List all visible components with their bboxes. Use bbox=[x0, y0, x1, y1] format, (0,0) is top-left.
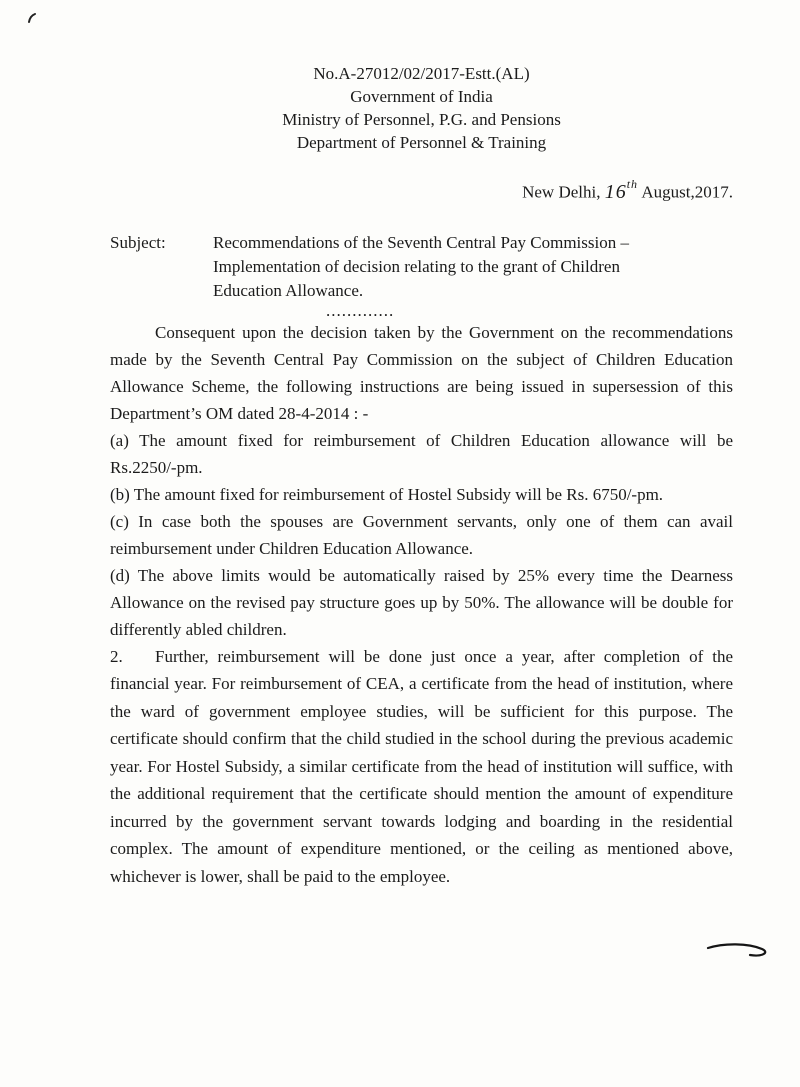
place-text: New Delhi, bbox=[522, 182, 605, 202]
paragraph-2-number: 2. bbox=[110, 646, 123, 666]
subject-text: Recommendations of the Seventh Central Pay Commission – Implementation of decision relating to the grant of Children Education Allowance. bbox=[213, 232, 629, 300]
clause-c: (c) In case both the spouses are Government servants, only one of them can avail reimbursement under Children Education Allowance. bbox=[110, 511, 733, 558]
clause-a: (a) The amount fixed for reimbursement of Children Education allowance will be Rs.2250/-pm. bbox=[110, 430, 733, 477]
clause-b: (b) The amount fixed for reimbursement of Hostel Subsidy will be Rs. 6750/-pm. bbox=[110, 484, 664, 504]
org-name: Government of India bbox=[350, 87, 493, 106]
handwritten-date: 16th bbox=[604, 177, 639, 203]
subject-block bbox=[110, 231, 733, 303]
dots-separator: ............. bbox=[326, 300, 395, 320]
date-text: August,2017. bbox=[638, 182, 733, 202]
subject-label: Subject: bbox=[110, 232, 166, 252]
ministry-name: Ministry of Personnel, P.G. and Pensions bbox=[282, 110, 561, 129]
handwritten-tick-mark bbox=[26, 5, 38, 32]
department-name: Department of Personnel & Training bbox=[296, 133, 547, 152]
handwritten-swoosh-mark bbox=[704, 941, 776, 971]
letter-header bbox=[110, 62, 733, 154]
clause-d: (d) The above limits would be automatically raised by 25% every time the Dearness Allowance on the revised pay structure goes up by 50%. The allowance will be double for differently abled children. bbox=[110, 565, 733, 639]
reference-number: No.A-27012/02/2017-Estt.(AL) bbox=[313, 64, 530, 83]
place-and-date-line bbox=[110, 174, 733, 205]
opening-paragraph: Consequent upon the decision taken by the Government on the recommendations made by the Seventh Central Pay Commission on the subject of Children Education Allowance Scheme, the following instructions are being issued in supersession of this Department’s OM dated 28-4-2014 : - bbox=[110, 322, 733, 423]
paragraph-2-text: Further, reimbursement will be done just once a year, after completion of the financial year. For reimbursement of CEA, a certificate from the head of institution, where the ward of government employee studies, will be sufficient for this purpose. The certificate should confirm that the child studied in the school during the previous academic year. For Hostel Subsidy, a similar certificate from the head of institution will suffice, with the additional requirement that the certificate should mention the amount of expenditure incurred by the government servant towards lodging and boarding in the residential complex. The amount of expenditure mentioned, or the ceiling as mentioned above, whichever is lower, shall be paid to the employee. bbox=[110, 646, 733, 886]
paragraph-2 bbox=[110, 643, 733, 891]
